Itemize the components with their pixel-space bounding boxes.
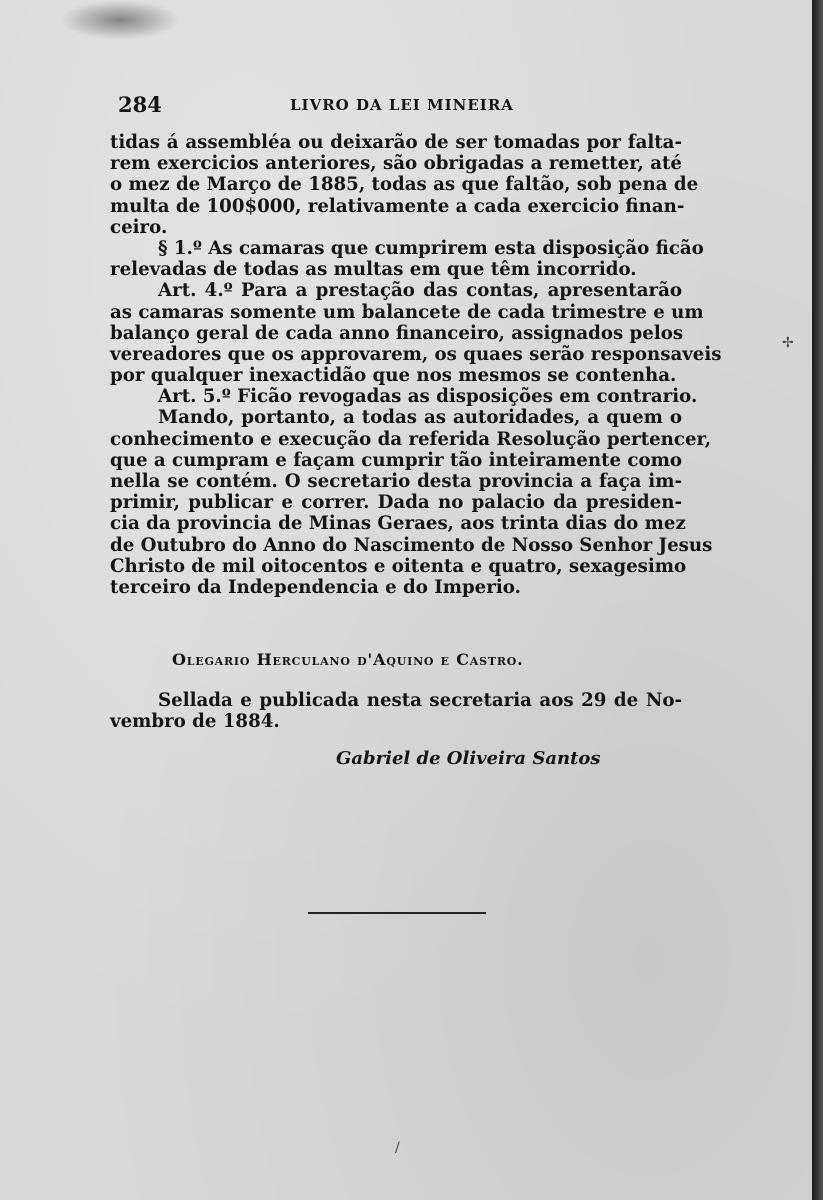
text-line: multa de 100$000, relativamente a cada exercicio finan- xyxy=(110,195,685,217)
horizontal-rule xyxy=(308,912,486,914)
text-line: o mez de Março de 1885, todas as que faltão, sob pena de xyxy=(110,174,699,196)
page-number: 284 xyxy=(118,92,162,117)
sealed-note xyxy=(110,690,682,732)
text-line: que a cumpram e façam cumprir tão inteiramente como xyxy=(110,449,682,471)
text-line: Christo de mil oitocentos e oitenta e quatro, sexagesimo xyxy=(110,555,687,577)
text-line: balanço geral de cada anno financeiro, assignados pelos xyxy=(110,322,684,344)
page-edge-shadow xyxy=(812,0,823,1200)
page-stain xyxy=(60,0,180,40)
secretary-name: Gabriel de Oliveira Santos xyxy=(336,748,601,769)
text-line: Art. 5.º Ficão revogadas as disposições em contrario. xyxy=(158,386,698,408)
text-line: Mando, portanto, a todas as autoridades, a quem o xyxy=(158,407,682,429)
text-line: por qualquer inexactidão que nos mesmos se contenha. xyxy=(110,365,677,387)
body-text xyxy=(110,132,722,598)
text-line: Sellada e publicada nesta secretaria aos 29 de No- xyxy=(158,690,682,711)
text-line: primir, publicar e correr. Dada no palacio da presiden- xyxy=(110,492,682,514)
text-line: ceiro. xyxy=(110,216,168,238)
text-line: de Outubro do Anno do Nascimento de Nosso Senhor Jesus xyxy=(110,534,713,556)
text-line: relevadas de todas as multas em que têm incorrido. xyxy=(110,259,637,281)
page-header xyxy=(118,92,678,122)
text-line: terceiro da Independencia e do Imperio. xyxy=(110,576,521,598)
text-line: Art. 4.º Para a prestação das contas, apresentarão xyxy=(158,280,682,302)
stray-mark-icon: / xyxy=(395,1140,400,1156)
text-line: as camaras somente um balancete de cada trimestre e um xyxy=(110,301,704,323)
president-signature: Olegario Herculano d'Aquino e Castro. xyxy=(172,650,524,669)
text-line: nella se contém. O secretario desta provincia a faça im- xyxy=(110,471,682,492)
running-title: LIVRO DA LEI MINEIRA xyxy=(290,96,514,114)
text-line: vereadores que os approvarem, os quaes serão responsaveis xyxy=(110,343,722,365)
text-line: conhecimento e execução da referida Resolução pertencer, xyxy=(110,428,712,450)
text-line: § 1.º As camaras que cumprirem esta disposição ficão xyxy=(158,237,704,259)
text-line: tidas á assembléa ou deixarão de ser tomadas por falta- xyxy=(110,132,682,153)
text-line: cia da provincia de Minas Geraes, aos trinta dias do mez xyxy=(110,513,686,535)
margin-mark-icon: ✢ xyxy=(782,335,794,351)
text-line: vembro de 1884. xyxy=(110,711,280,733)
text-line: rem exercicios anteriores, são obrigadas a remetter, até xyxy=(110,153,682,175)
